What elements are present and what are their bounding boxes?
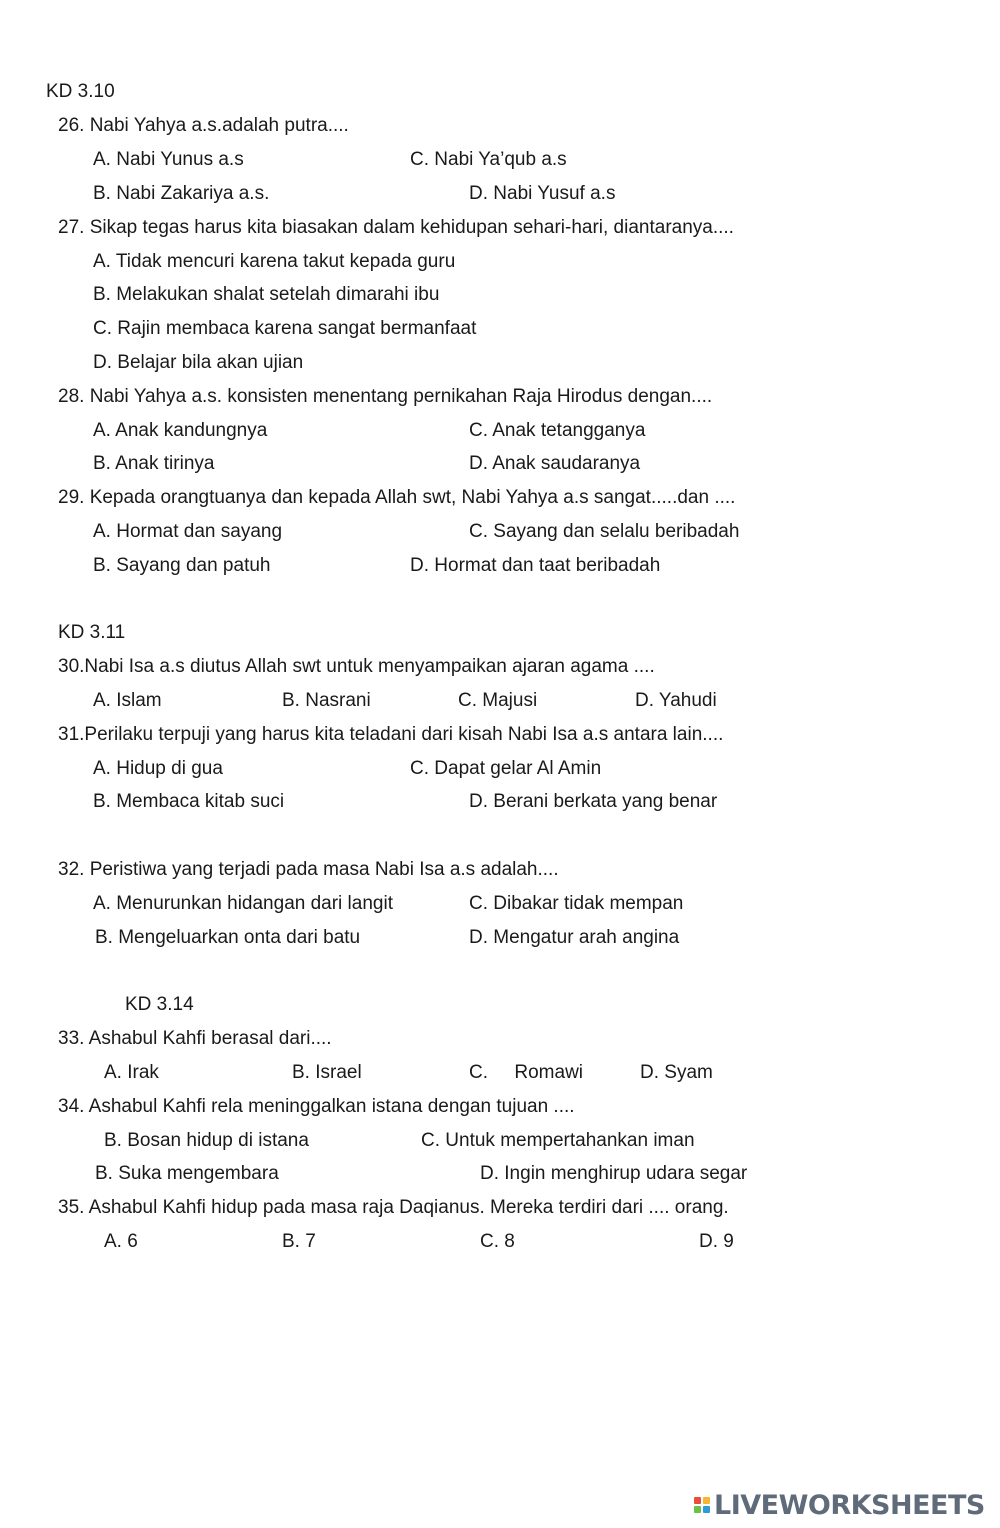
question-26: 26. Nabi Yahya a.s.adalah putra.... <box>58 115 349 136</box>
q30-option-c: C. Majusi <box>458 690 538 711</box>
liveworksheets-logo-text: LIVEWORKSHEETS <box>714 1489 985 1521</box>
q26-option-a: A. Nabi Yunus a.s <box>93 149 244 170</box>
q31-option-b: B. Membaca kitab suci <box>93 791 285 812</box>
q33-option-b: B. Israel <box>292 1062 362 1083</box>
question-30: 30.Nabi Isa a.s diutus Allah swt untuk menyampaikan ajaran agama .... <box>58 656 655 677</box>
q34-option-c: C. Untuk mempertahankan iman <box>421 1130 695 1151</box>
q31-option-c: C. Dapat gelar Al Amin <box>410 758 602 779</box>
q34-option-b: B. Suka mengembara <box>95 1163 279 1184</box>
q35-option-b: B. 7 <box>282 1231 316 1252</box>
q26-option-d: D. Nabi Yusuf a.s <box>469 183 616 204</box>
question-33: 33. Ashabul Kahfi berasal dari.... <box>58 1028 332 1049</box>
q35-option-d: D. 9 <box>699 1231 734 1252</box>
q33-option-c: C. Romawi <box>469 1062 584 1083</box>
q33-option-a: A. Irak <box>104 1062 159 1083</box>
question-32: 32. Peristiwa yang terjadi pada masa Nabi Isa a.s adalah.... <box>58 859 559 880</box>
q29-option-b: B. Sayang dan patuh <box>93 555 271 576</box>
q29-option-a: A. Hormat dan sayang <box>93 521 283 542</box>
liveworksheets-logo-icon <box>694 1497 710 1513</box>
q27-option-d: D. Belajar bila akan ujian <box>93 352 304 373</box>
q32-option-d: D. Mengatur arah angina <box>469 927 680 948</box>
q27-option-b: B. Melakukan shalat setelah dimarahi ibu <box>93 284 440 305</box>
q35-option-c: C. 8 <box>480 1231 515 1252</box>
q30-option-d: D. Yahudi <box>635 690 717 711</box>
q27-option-a: A. Tidak mencuri karena takut kepada guru <box>93 251 456 272</box>
question-34: 34. Ashabul Kahfi rela meninggalkan istana dengan tujuan .... <box>58 1096 575 1117</box>
q28-option-b: B. Anak tirinya <box>93 453 215 474</box>
q32-option-a: A. Menurunkan hidangan dari langit <box>93 893 393 914</box>
question-31: 31.Perilaku terpuji yang harus kita teladani dari kisah Nabi Isa a.s antara lain.... <box>58 724 724 745</box>
q28-option-d: D. Anak saudaranya <box>469 453 641 474</box>
q34-option-a: B. Bosan hidup di istana <box>104 1130 309 1151</box>
q34-option-d: D. Ingin menghirup udara segar <box>480 1163 748 1184</box>
q28-option-c: C. Anak tetangganya <box>469 420 646 441</box>
section-heading-kd311: KD 3.11 <box>58 622 126 643</box>
question-27: 27. Sikap tegas harus kita biasakan dalam kehidupan sehari-hari, diantaranya.... <box>58 217 734 238</box>
q35-option-a: A. 6 <box>104 1231 138 1252</box>
q32-option-b: B. Mengeluarkan onta dari batu <box>95 927 361 948</box>
liveworksheets-logo <box>694 1490 985 1520</box>
q32-option-c: C. Dibakar tidak mempan <box>469 893 684 914</box>
section-heading-kd314: KD 3.14 <box>125 994 194 1015</box>
q27-option-c: C. Rajin membaca karena sangat bermanfaat <box>93 318 477 339</box>
q30-option-a: A. Islam <box>93 690 162 711</box>
q29-option-c: C. Sayang dan selalu beribadah <box>469 521 740 542</box>
q29-option-d: D. Hormat dan taat beribadah <box>410 555 661 576</box>
question-29: 29. Kepada orangtuanya dan kepada Allah swt, Nabi Yahya a.s sangat.....dan .... <box>58 487 736 508</box>
q26-option-c: C. Nabi Ya’qub a.s <box>410 149 567 170</box>
q30-option-b: B. Nasrani <box>282 690 371 711</box>
section-heading-kd310: KD 3.10 <box>46 81 115 102</box>
question-35: 35. Ashabul Kahfi hidup pada masa raja Daqianus. Mereka terdiri dari .... orang. <box>58 1197 729 1218</box>
q31-option-a: A. Hidup di gua <box>93 758 223 779</box>
question-28: 28. Nabi Yahya a.s. konsisten menentang pernikahan Raja Hirodus dengan.... <box>58 386 713 407</box>
q28-option-a: A. Anak kandungnya <box>93 420 268 441</box>
q26-option-b: B. Nabi Zakariya a.s. <box>93 183 270 204</box>
q31-option-d: D. Berani berkata yang benar <box>469 791 718 812</box>
q33-option-d: D. Syam <box>640 1062 713 1083</box>
